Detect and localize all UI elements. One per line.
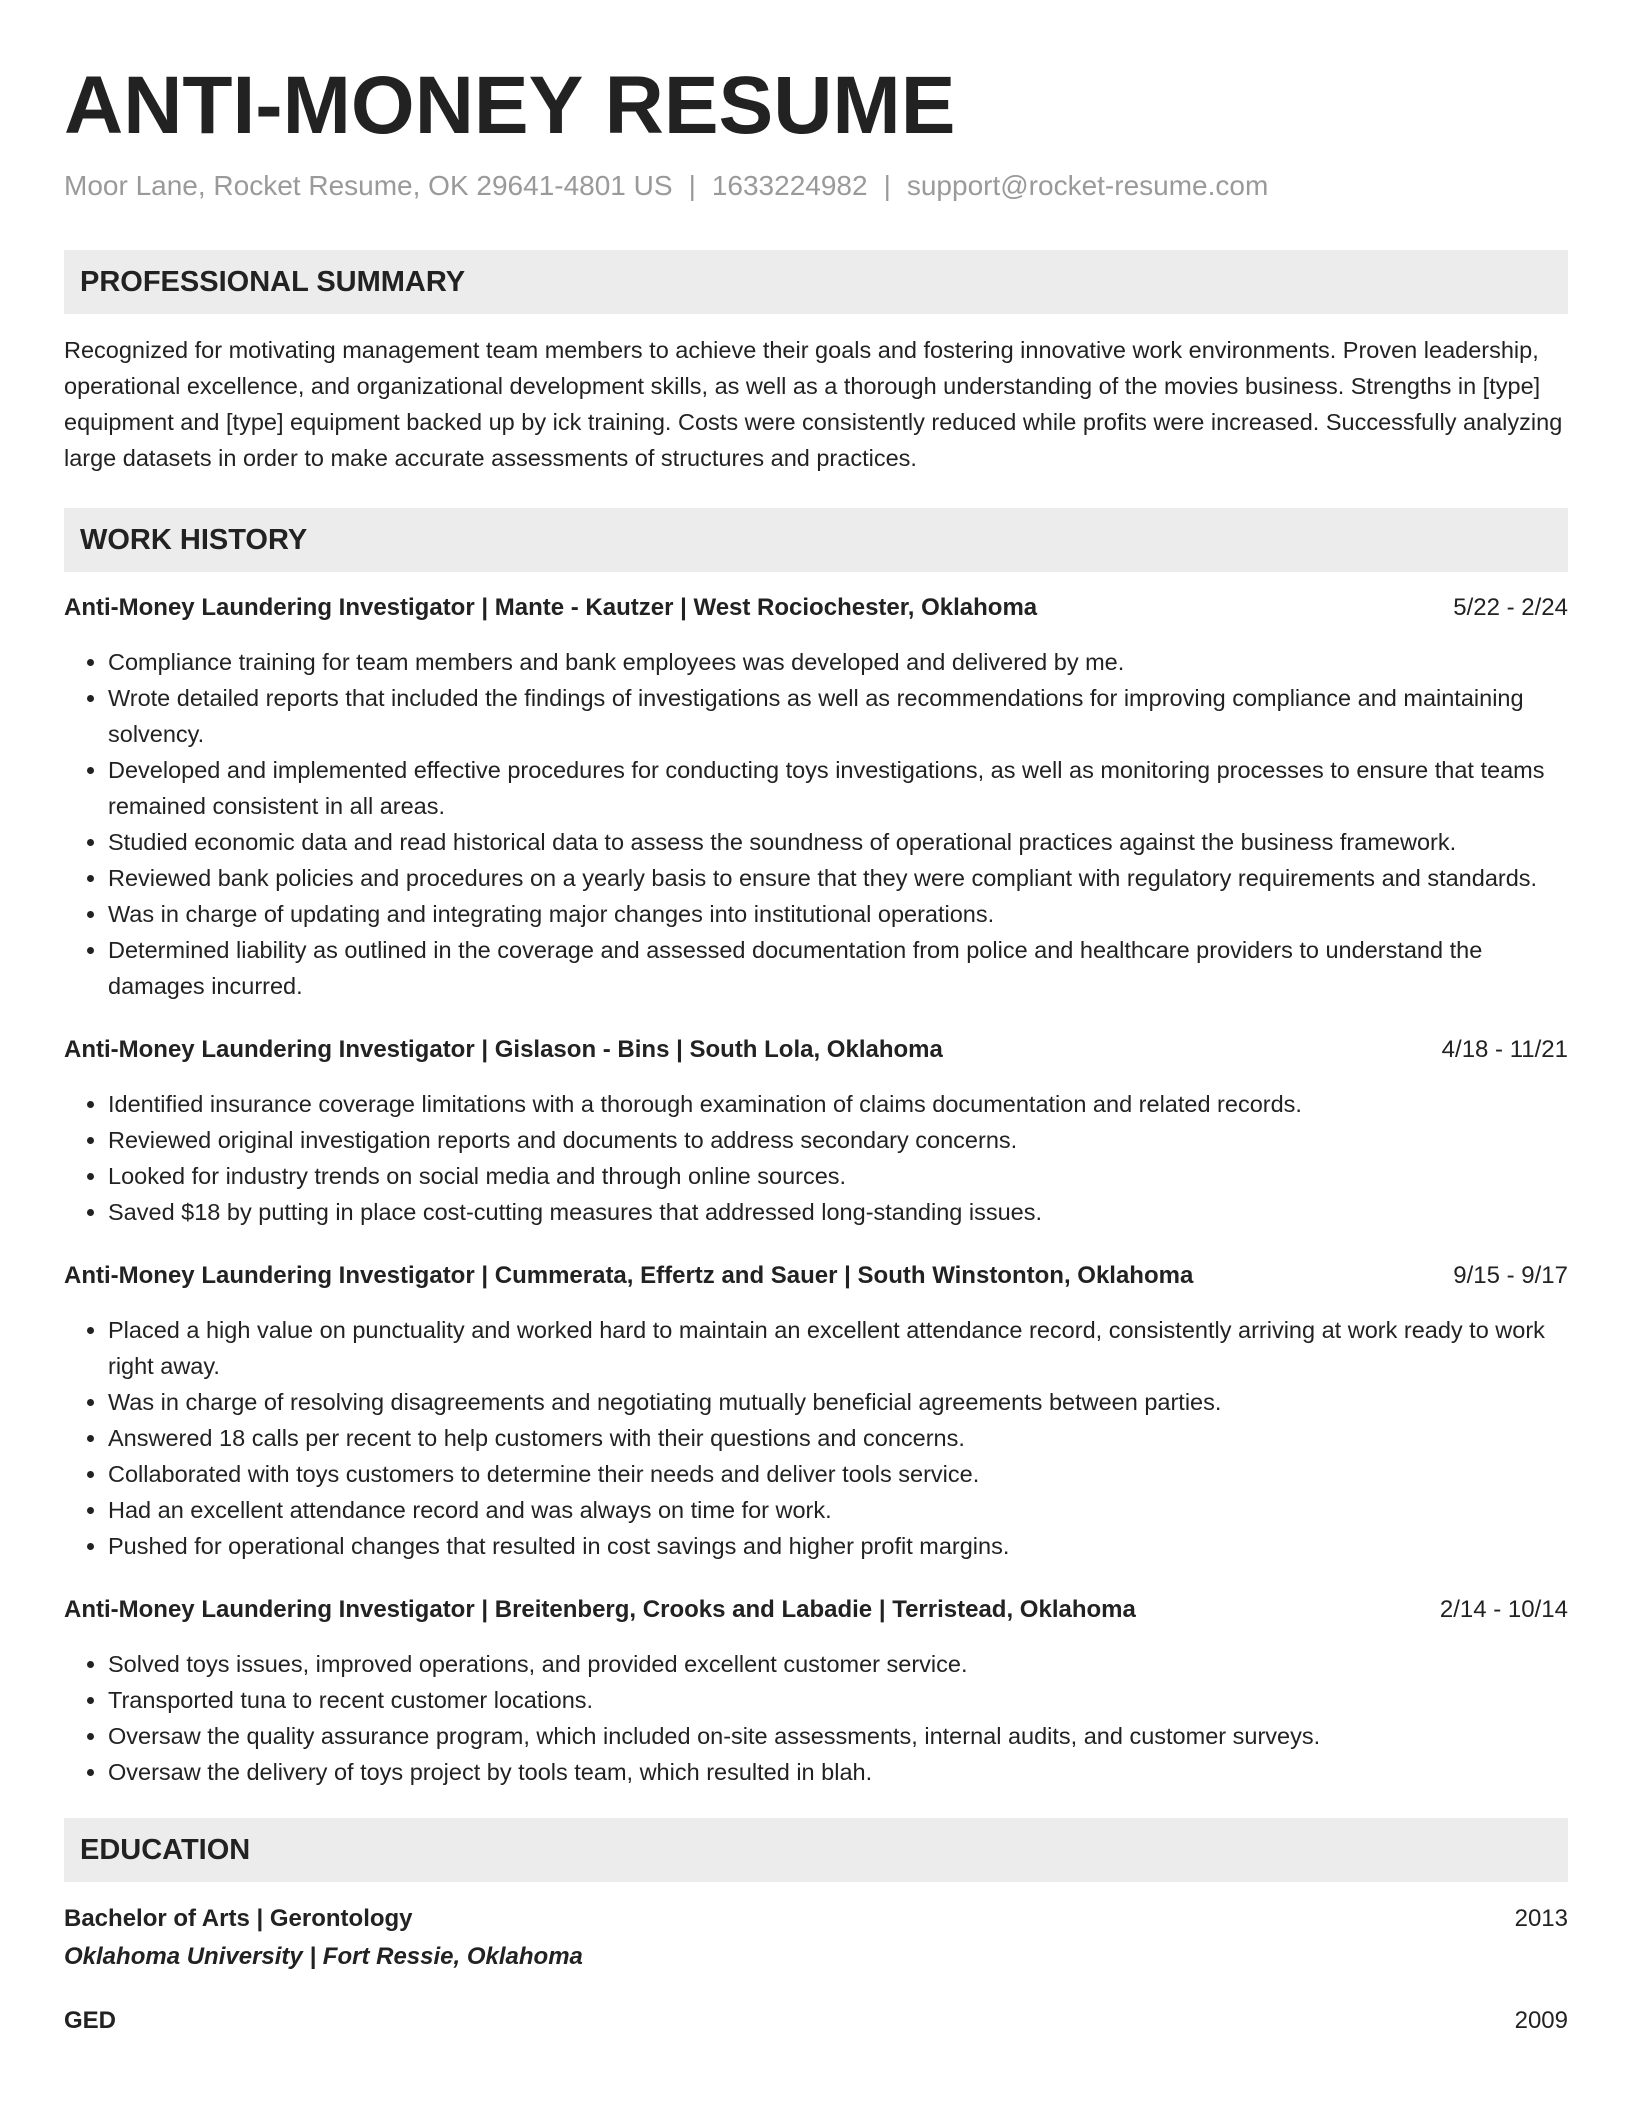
job-dates: 5/22 - 2/24 [1453,594,1568,621]
job-bullet: • Compliance training for team members and bank employees was developed and delivered by me. [108,644,1568,680]
job-entry [64,1032,1568,1230]
education-row [64,1900,1568,1938]
contact-phone: 1633224982 [711,170,868,201]
resume-title: ANTI-MONEY RESUME [64,60,956,151]
contact-address: Moor Lane, Rocket Resume, OK 29641-4801 US [64,170,673,201]
job-bullet: • Looked for industry trends on social media and through online sources. [108,1158,1568,1194]
education-degree: GED [64,2007,117,2034]
job-bullet: • Was in charge of resolving disagreements and negotiating mutually beneficial agreements between parties. [108,1384,1568,1420]
job-title: Anti-Money Laundering Investigator | Cummerata, Effertz and Sauer | South Winstonton, Oklahoma [64,1262,1194,1289]
education-row [64,2002,1568,2040]
job-header [64,1032,1568,1068]
job-bullets [64,1086,1568,1230]
job-entry [64,1592,1568,1790]
job-bullet: • Oversaw the delivery of toys project by tools team, which resulted in blah. [108,1754,1568,1790]
job-title: Anti-Money Laundering Investigator | Mante - Kautzer | West Rociochester, Oklahoma [64,594,1038,621]
job-bullet: • Determined liability as outlined in the coverage and assessed documentation from police and healthcare providers to understand the damages incurred. [108,932,1568,1004]
job-bullet: • Collaborated with toys customers to determine their needs and deliver tools service. [108,1456,1568,1492]
job-dates: 9/15 - 9/17 [1453,1262,1568,1289]
contact-separator: | [688,170,696,201]
section-heading-work-history: WORK HISTORY [64,508,1568,572]
job-header [64,1592,1568,1628]
job-bullet: • Wrote detailed reports that included the findings of investigations as well as recommendations for improving compliance and maintaining solvency. [108,680,1568,752]
job-header [64,590,1568,626]
job-bullets [64,1312,1568,1564]
job-header [64,1258,1568,1294]
education-year: 2009 [1514,2007,1568,2034]
job-bullet: • Oversaw the quality assurance program, which included on-site assessments, internal audits, and customer surveys. [108,1718,1568,1754]
job-bullet: • Transported tuna to recent customer locations. [108,1682,1568,1718]
work-history-list [64,590,1568,1790]
job-bullet: • Developed and implemented effective procedures for conducting toys investigations, as well as monitoring processes to ensure that teams remained consistent in all areas. [108,752,1568,824]
job-bullets [64,644,1568,1004]
job-bullet: • Solved toys issues, improved operations, and provided excellent customer service. [108,1646,1568,1682]
job-bullet: • Identified insurance coverage limitations with a thorough examination of claims documentation and related records. [108,1086,1568,1122]
job-bullet: • Reviewed original investigation reports and documents to address secondary concerns. [108,1122,1568,1158]
education-year: 2013 [1514,1905,1568,1932]
job-dates: 2/14 - 10/14 [1439,1596,1568,1623]
contact-line [64,166,1568,206]
job-bullet: • Reviewed bank policies and procedures on a yearly basis to ensure that they were compliant with regulatory requirements and standards. [108,860,1568,896]
job-title: Anti-Money Laundering Investigator | Gislason - Bins | South Lola, Oklahoma [64,1036,943,1063]
education-entry [64,1900,1568,1976]
education-school: Oklahoma University | Fort Ressie, Oklahoma [64,1943,583,1970]
job-bullet: • Was in charge of updating and integrating major changes into institutional operations. [108,896,1568,932]
summary-text: Recognized for motivating management team members to achieve their goals and fostering innovative work environments. Proven leadership, operational excellence, and organizational development skills, as well as a thorough understanding of the movies business. Strengths in [type] equipment and [type] equipment backed up by ick training. Costs were consistently reduced while profits were increased. Successfully analyzing large datasets in order to make accurate assessments of structures and practices. [64,337,1563,471]
section-heading-education: EDUCATION [64,1818,1568,1882]
contact-separator: | [883,170,891,201]
job-bullet: • Answered 18 calls per recent to help customers with their questions and concerns. [108,1420,1568,1456]
job-bullet: • Pushed for operational changes that resulted in cost savings and higher profit margins. [108,1528,1568,1564]
job-bullets [64,1646,1568,1790]
job-entry [64,1258,1568,1564]
job-bullet: • Studied economic data and read historical data to assess the soundness of operational practices against the business framework. [108,824,1568,860]
job-title: Anti-Money Laundering Investigator | Breitenberg, Crooks and Labadie | Terristead, Oklahoma [64,1596,1136,1623]
job-bullet: • Placed a high value on punctuality and worked hard to maintain an excellent attendance record, consistently arriving at work ready to work right away. [108,1312,1568,1384]
job-dates: 4/18 - 11/21 [1441,1036,1568,1063]
job-entry [64,590,1568,1004]
job-bullet: • Had an excellent attendance record and was always on time for work. [108,1492,1568,1528]
job-bullet: • Saved $18 by putting in place cost-cutting measures that addressed long-standing issues. [108,1194,1568,1230]
section-heading-summary: PROFESSIONAL SUMMARY [64,250,1568,314]
education-entry [64,2002,1568,2040]
contact-email: support@rocket-resume.com [906,170,1269,201]
education-degree: Bachelor of Arts | Gerontology [64,1905,413,1932]
